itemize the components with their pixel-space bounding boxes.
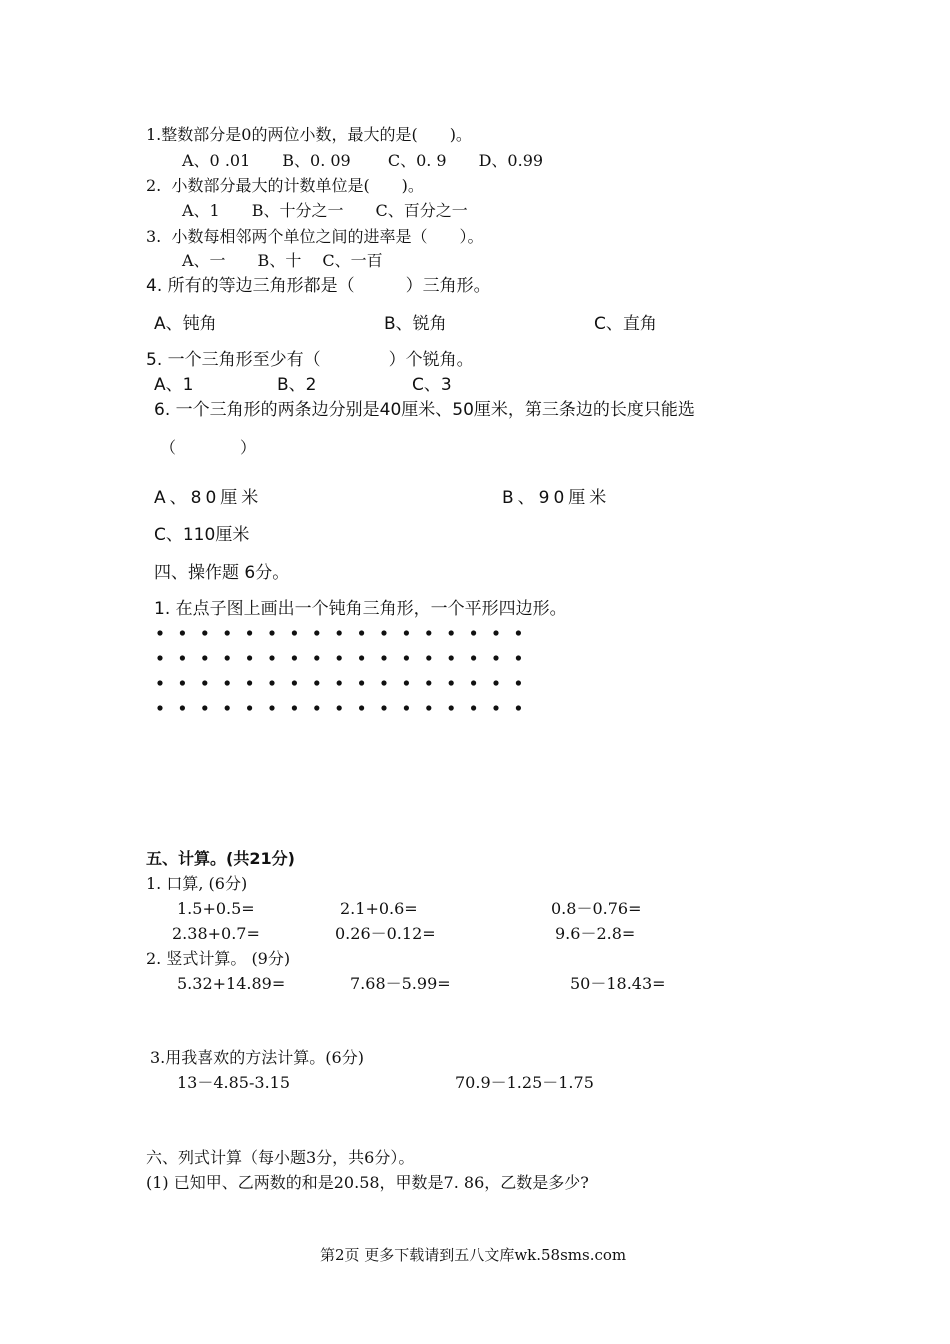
q5-question: 5. 一个三角形至少有（ ）个锐角。 <box>146 350 474 370</box>
q5-option-c: C、3 <box>412 375 452 395</box>
calc-item: 70.9－1.25－1.75 <box>455 1073 594 1092</box>
grid-dot[interactable] <box>381 630 386 635</box>
grid-dot[interactable] <box>449 655 454 660</box>
grid-dot[interactable] <box>314 680 319 685</box>
grid-dot[interactable] <box>157 705 162 710</box>
dot-grid[interactable] <box>150 622 550 718</box>
page-footer: 第2页 更多下载请到五八文库wk.58sms.com <box>320 1246 627 1264</box>
q6-option-b: B、90厘米 <box>502 488 611 508</box>
grid-dot[interactable] <box>381 655 386 660</box>
grid-dot[interactable] <box>359 655 364 660</box>
q4-option-b: B、锐角 <box>384 314 447 334</box>
grid-dot[interactable] <box>202 655 207 660</box>
section6-q1: (1) 已知甲、乙两数的和是20.58，甲数是7. 86，乙数是多少? <box>146 1173 589 1192</box>
grid-dot[interactable] <box>202 705 207 710</box>
section5-sub1: 1. 口算, (6分) <box>146 874 248 893</box>
calc-item: 0.26－0.12= <box>335 924 436 943</box>
grid-dot[interactable] <box>180 680 185 685</box>
grid-dot[interactable] <box>157 655 162 660</box>
grid-dot[interactable] <box>381 705 386 710</box>
grid-dot[interactable] <box>202 630 207 635</box>
grid-dot[interactable] <box>426 680 431 685</box>
grid-dot[interactable] <box>314 655 319 660</box>
grid-dot[interactable] <box>449 680 454 685</box>
grid-dot[interactable] <box>426 630 431 635</box>
grid-dot[interactable] <box>180 705 185 710</box>
grid-dot[interactable] <box>202 680 207 685</box>
grid-dot[interactable] <box>493 705 498 710</box>
grid-dot[interactable] <box>225 630 230 635</box>
grid-dot[interactable] <box>359 705 364 710</box>
grid-dot[interactable] <box>269 705 274 710</box>
calc-item: 7.68－5.99= <box>350 974 451 993</box>
grid-dot[interactable] <box>493 680 498 685</box>
grid-dot[interactable] <box>516 655 521 660</box>
q5-option-a: A、1 <box>154 375 194 395</box>
calc-item: 9.6－2.8= <box>555 924 636 943</box>
q6-question: 6. 一个三角形的两条边分别是40厘米、50厘米，第三条边的长度只能选 <box>154 400 695 420</box>
grid-dot[interactable] <box>471 705 476 710</box>
grid-dot[interactable] <box>225 680 230 685</box>
grid-dot[interactable] <box>247 705 252 710</box>
grid-dot[interactable] <box>516 680 521 685</box>
grid-dot[interactable] <box>292 655 297 660</box>
grid-dot[interactable] <box>493 655 498 660</box>
calc-item: 2.1+0.6= <box>340 899 418 918</box>
grid-dot[interactable] <box>381 680 386 685</box>
q3-options: A、一 B、十 C、一百 <box>182 251 383 270</box>
grid-dot[interactable] <box>337 630 342 635</box>
calc-item: 2.38+0.7= <box>172 924 260 943</box>
calc-item: 50－18.43= <box>570 974 666 993</box>
grid-dot[interactable] <box>157 680 162 685</box>
q2-options: A、1 B、十分之一 C、百分之一 <box>182 201 468 220</box>
grid-dot[interactable] <box>404 705 409 710</box>
section4-title: 四、操作题 6分。 <box>154 563 290 583</box>
grid-dot[interactable] <box>269 630 274 635</box>
calc-item: 5.32+14.89= <box>177 974 286 993</box>
calc-item: 13－4.85-3.15 <box>177 1073 291 1092</box>
grid-dot[interactable] <box>359 680 364 685</box>
calc-item: 1.5+0.5= <box>177 899 255 918</box>
grid-dot[interactable] <box>404 655 409 660</box>
q6-option-a: A、80厘米 <box>154 488 263 508</box>
q2-question: 2. 小数部分最大的计数单位是( )。 <box>146 176 424 195</box>
grid-dot[interactable] <box>157 630 162 635</box>
calc-item: 0.8－0.76= <box>551 899 642 918</box>
grid-dot[interactable] <box>449 630 454 635</box>
grid-dot[interactable] <box>337 680 342 685</box>
grid-dot[interactable] <box>337 705 342 710</box>
grid-dot[interactable] <box>269 655 274 660</box>
grid-dot[interactable] <box>404 630 409 635</box>
grid-dot[interactable] <box>471 630 476 635</box>
q4-option-c: C、直角 <box>594 314 657 334</box>
grid-dot[interactable] <box>359 630 364 635</box>
grid-dot[interactable] <box>426 655 431 660</box>
grid-dot[interactable] <box>471 655 476 660</box>
grid-dot[interactable] <box>247 655 252 660</box>
grid-dot[interactable] <box>449 705 454 710</box>
q4-option-a: A、钝角 <box>154 314 217 334</box>
q4-question: 4. 所有的等边三角形都是（ ）三角形。 <box>146 276 491 296</box>
q1-options: A、0 .01 B、0. 09 C、0. 9 D、0.99 <box>182 151 544 170</box>
grid-dot[interactable] <box>225 655 230 660</box>
grid-dot[interactable] <box>314 630 319 635</box>
grid-dot[interactable] <box>337 655 342 660</box>
section4-task: 1. 在点子图上画出一个钝角三角形，一个平形四边形。 <box>154 599 567 619</box>
q6-option-c: C、110厘米 <box>154 525 250 545</box>
grid-dot[interactable] <box>471 680 476 685</box>
grid-dot[interactable] <box>314 705 319 710</box>
section6-title: 六、列式计算（每小题3分，共6分）。 <box>146 1148 415 1167</box>
q3-question: 3. 小数每相邻两个单位之间的进率是（ ）。 <box>146 227 484 246</box>
q5-option-b: B、2 <box>277 375 317 395</box>
grid-dot[interactable] <box>493 630 498 635</box>
grid-dot[interactable] <box>516 705 521 710</box>
grid-dot[interactable] <box>404 680 409 685</box>
grid-dot[interactable] <box>426 705 431 710</box>
q6-blank: （ ） <box>160 438 257 457</box>
section5-title: 五、计算。(共21分) <box>146 849 295 868</box>
grid-dot[interactable] <box>292 630 297 635</box>
grid-dot[interactable] <box>269 680 274 685</box>
grid-dot[interactable] <box>292 680 297 685</box>
section5-sub3: 3.用我喜欢的方法计算。(6分) <box>150 1048 364 1067</box>
q1-question: 1.整数部分是0的两位小数，最大的是( )。 <box>146 125 472 144</box>
grid-dot[interactable] <box>180 655 185 660</box>
grid-dot[interactable] <box>247 680 252 685</box>
section5-sub2: 2. 竖式计算。 (9分) <box>146 949 291 968</box>
grid-dot[interactable] <box>516 630 521 635</box>
grid-dot[interactable] <box>225 705 230 710</box>
grid-dot[interactable] <box>247 630 252 635</box>
grid-dot[interactable] <box>292 705 297 710</box>
grid-dot[interactable] <box>180 630 185 635</box>
